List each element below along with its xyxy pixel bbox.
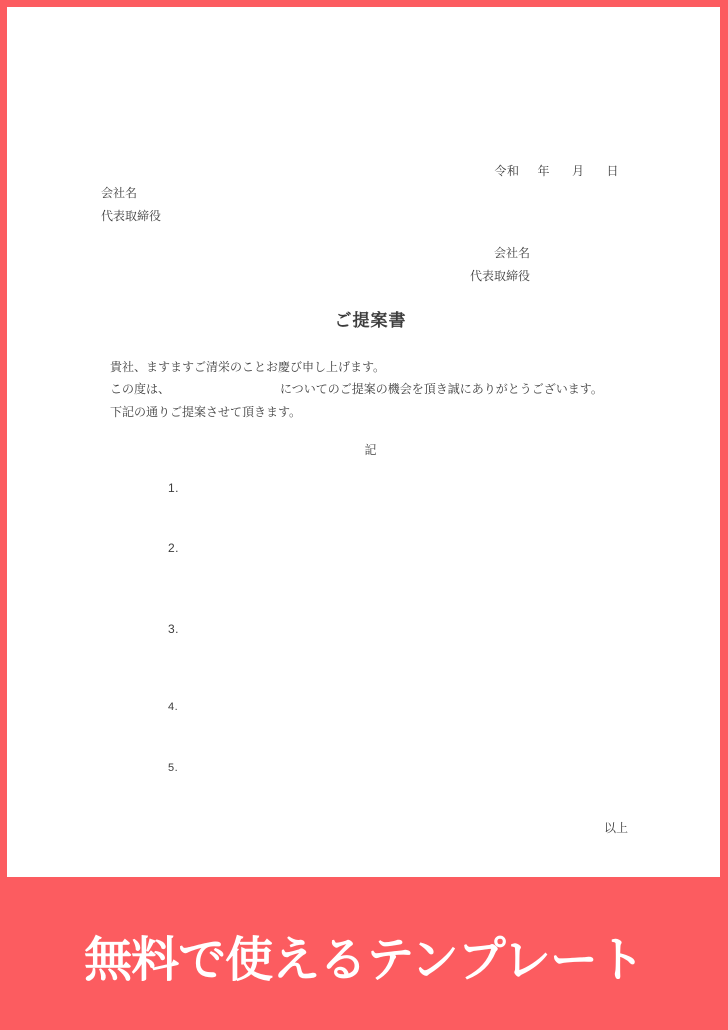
date-line [494, 162, 619, 179]
intro-suffix: についてのご提案の機会を頂き誠にありがとうございます。 [280, 382, 603, 397]
ki-marker: 記 [364, 443, 377, 457]
day-label: 日 [606, 164, 619, 178]
list-item-3: 3. [168, 622, 180, 636]
recipient-role: 代表取締役 [101, 209, 162, 223]
era-label: 令和 [494, 164, 520, 178]
greeting-line: 貴社、ますますご清栄のことお慶び申し上げます。 [110, 360, 386, 374]
closing-line: 下記の通りご提案させて頂きます。 [110, 404, 302, 419]
sender-block [470, 242, 530, 288]
year-label: 年 [537, 164, 550, 178]
recipient-block [101, 182, 161, 228]
intro-line [110, 378, 603, 400]
list-item-1: 1. [168, 481, 180, 495]
promo-banner [0, 877, 728, 1030]
body-paragraph [110, 356, 603, 423]
document-page [7, 7, 720, 877]
document-title: ご提案書 [334, 311, 407, 330]
list-item-4: 4. [168, 701, 179, 713]
end-marker: 以上 [603, 821, 628, 835]
sender-company: 会社名 [493, 246, 530, 260]
recipient-company: 会社名 [101, 186, 138, 200]
topic-blank-field [170, 392, 280, 393]
list-item-2: 2. [168, 541, 180, 555]
sender-role: 代表取締役 [469, 269, 530, 283]
intro-prefix: この度は、 [110, 382, 171, 397]
list-item-5: 5. [168, 762, 179, 774]
promo-banner-text: 無料で使えるテンプレート [84, 934, 644, 987]
month-label: 月 [571, 164, 585, 178]
